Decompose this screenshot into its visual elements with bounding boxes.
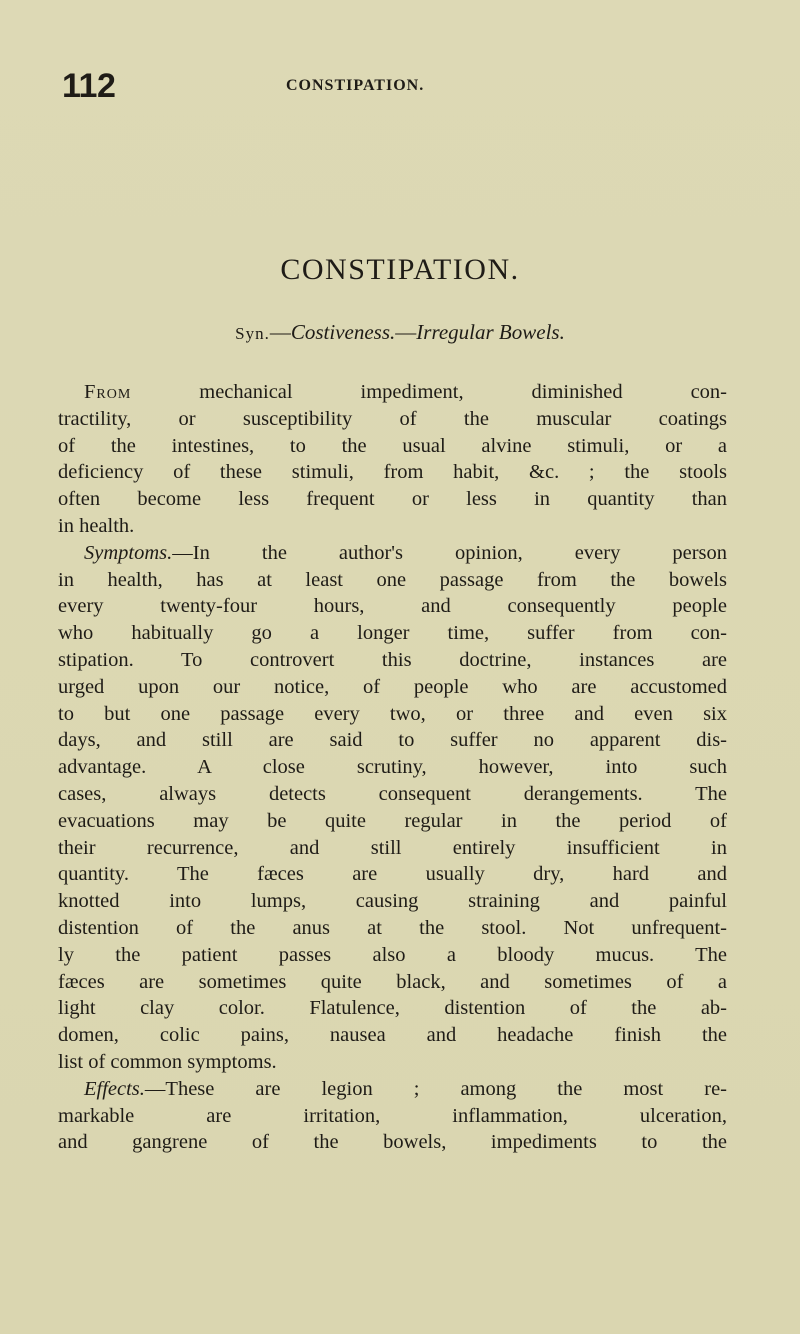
paragraph-2-line: knotted into lumps, causing straining and painful <box>58 890 727 913</box>
paragraph-1-line: in health. <box>58 514 135 537</box>
paragraph-3-line: Effects.—These are legion ; among the most re- <box>84 1077 727 1100</box>
paragraph-2-line: who habitually go a longer time, suffer from con- <box>58 622 727 645</box>
paragraph-2-line: to but one passage every two, or three and even six <box>58 702 727 725</box>
synonyms-dash: — <box>269 320 291 344</box>
synonyms-label: Syn. <box>235 324 270 343</box>
paragraph-1-lead: From <box>84 381 132 403</box>
page-number: 112 <box>62 67 116 105</box>
paragraph-1-line: of the intestines, to the usual alvine stimuli, or a <box>58 434 727 457</box>
symptoms-heading: Symptoms. <box>84 541 173 564</box>
paragraph-2-line: evacuations may be quite regular in the period of <box>58 809 727 832</box>
paragraph-2-line: fæces are sometimes quite black, and sometimes of a <box>58 970 727 993</box>
paragraph-2-line: Symptoms.—In the author's opinion, every person <box>84 541 727 564</box>
paragraph-2-line: stipation. To controvert this doctrine, instances are <box>58 648 727 671</box>
paragraph-2-line: urged upon our notice, of people who are accustomed <box>58 675 727 698</box>
paragraph-2-line: domen, colic pains, nausea and headache finish the <box>58 1024 727 1047</box>
synonyms-line <box>0 317 800 349</box>
paragraph-2-line: list of common symptoms. <box>58 1050 277 1073</box>
synonyms-dash-2: — <box>395 320 417 344</box>
paragraph-1-line: tractility, or susceptibility of the muscular coatings <box>58 407 727 430</box>
paragraph-2-line: ly the patient passes also a bloody mucus. The <box>58 943 727 966</box>
paragraph-2-line: every twenty-four hours, and consequently people <box>58 595 727 618</box>
synonym-costiveness: Costiveness. <box>290 320 396 344</box>
paragraph-2-line: quantity. The fæces are usually dry, hard and <box>58 863 727 886</box>
body-text <box>58 379 727 1156</box>
paragraph-1-line: From mechanical impediment, diminished con- <box>84 381 727 403</box>
synonym-irregular-bowels: Irregular Bowels. <box>416 320 565 344</box>
paragraph-2-line: light clay color. Flatulence, distention of the ab- <box>58 997 727 1020</box>
paragraph-3-line: markable are irritation, inflammation, ulceration, <box>58 1104 727 1127</box>
chapter-title: CONSTIPATION. <box>280 253 520 286</box>
page-header <box>62 66 720 106</box>
paragraph-3-line: and gangrene of the bowels, impediments to the <box>58 1131 727 1154</box>
paragraph-2-line: days, and still are said to suffer no apparent dis- <box>58 729 727 752</box>
paragraph-1-line: often become less frequent or less in quantity than <box>58 488 727 511</box>
effects-heading: Effects. <box>84 1077 145 1100</box>
paragraph-1-line: deficiency of these stimuli, from habit, &c. ; the stools <box>58 461 727 484</box>
paragraph-2-line: cases, always detects consequent derangements. The <box>58 782 727 805</box>
paragraph-2-line: in health, has at least one passage from the bowels <box>58 568 727 591</box>
running-head: CONSTIPATION. <box>286 77 425 94</box>
paragraph-2-line: distention of the anus at the stool. Not unfrequent- <box>58 916 727 939</box>
paragraph-2-line: advantage. A close scrutiny, however, into such <box>58 756 727 779</box>
paragraph-2-line: their recurrence, and still entirely insufficient in <box>58 836 727 859</box>
